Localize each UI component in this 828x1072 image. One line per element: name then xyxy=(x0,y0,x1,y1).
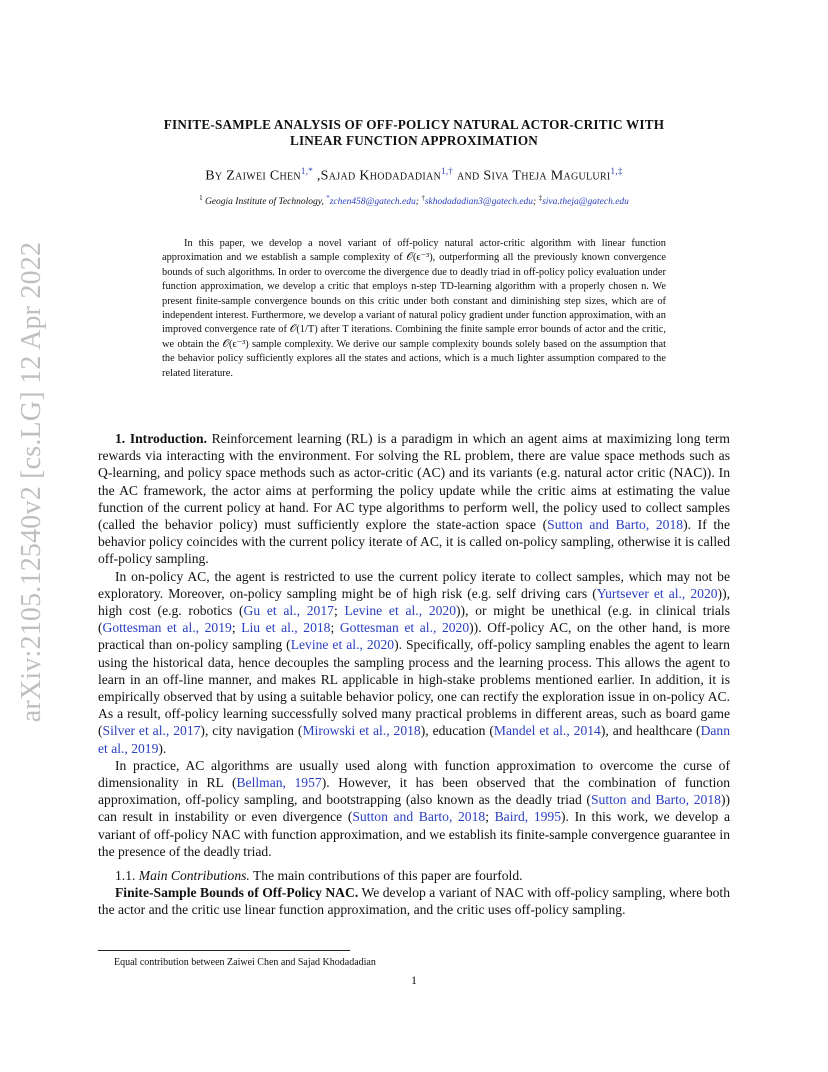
citation-separator: ; xyxy=(231,620,242,636)
citation-link[interactable]: Sutton and Barto, 2018 xyxy=(352,809,486,825)
paragraph-text: ), and healthcare ( xyxy=(600,723,701,739)
intro-paragraph-1 xyxy=(98,430,730,568)
email-link-1[interactable]: zchen458@gatech.edu xyxy=(329,197,416,208)
arxiv-identifier: arXiv:2105.12540v2 [cs.LG] 12 Apr 2022 xyxy=(16,241,47,723)
citation-link[interactable]: Levine et al., 2020 xyxy=(290,637,395,653)
contribution-paragraph xyxy=(98,884,730,918)
section-heading-introduction: 1. Introduction. xyxy=(115,431,207,446)
affiliation-line xyxy=(100,194,728,207)
author-1: Zaiwei Chen xyxy=(226,168,301,184)
paragraph-text: ). However, it has been observed that the combination of function approximation, off-policy sampling, and bootstrapping (also known as the deadly triad ( xyxy=(98,775,730,808)
paragraph-text: ). In this work, we develop a variant of off-policy NAC with function approximation, and we establish its finite-sample convergence guarantee in the presence of the deadly triad. xyxy=(98,809,730,859)
paragraph-text: In on-policy AC, the agent is restricted to use the current policy iterate to collect samples, which may not be exploratory. Moreover, on-policy sampling might be of high risk (e.g. self driving cars ( xyxy=(98,568,730,601)
email-separator-2: ; xyxy=(533,197,539,208)
paragraph-text: )) can result in instability or even divergence ( xyxy=(98,792,730,825)
email-2-mark: † xyxy=(421,194,425,202)
author-list xyxy=(100,166,728,185)
citation-link[interactable]: Sutton and Barto, 2018 xyxy=(547,517,684,533)
author-3-mark[interactable]: 1,‡ xyxy=(610,166,623,176)
paragraph-text: Reinforcement learning (RL) is a paradigm in which an agent aims at maximizing long term rewards via interacting with the environment. For solving the RL problem, there are value space methods such as Q-learning, and policy space methods such as actor-critic (AC) and its variants (e.g. natural actor critic (NAC)). In the AC framework, the actor aims at performing the policy update while the critic aims at estimating the value function of the current policy at hand. For AC type algorithms to perform well, the policy used to collect samples (called the behavior policy) must sufficiently explore the state-action space ( xyxy=(98,431,730,533)
author-1-mark[interactable]: 1,* xyxy=(300,166,314,176)
contribution-heading: Finite-Sample Bounds of Off-Policy NAC. xyxy=(115,885,359,901)
contribution-text: We develop a variant of NAC with off-policy sampling, where both the actor and the critic use linear function approximation, and the critic uses off-policy sampling. xyxy=(98,885,730,918)
citation-link[interactable]: Gottesman et al., 2020 xyxy=(339,620,470,636)
email-3-mark: ‡ xyxy=(538,194,543,202)
arxiv-sidebar-stamp xyxy=(14,241,50,723)
paper-title xyxy=(100,117,728,149)
email-1-mark: * xyxy=(326,194,330,202)
paragraph-text: )), high cost (e.g. robotics ( xyxy=(98,585,730,619)
footnote: Equal contribution between Zaiwei Chen and Sajad Khodadadian xyxy=(114,957,376,968)
paragraph-text: ). If the behavior policy coincides with the current policy iterate of AC, it is called on-policy sampling, otherwise it is called off-policy sampling. xyxy=(98,517,730,567)
abstract-text: In this paper, we develop a novel variant of off-policy natural actor-critic algorithm with linear function approximation and we establish a sample complexity of 𝒪(ϵ⁻³), outperforming all the previously known convergence bounds of such algorithms. In order to overcome the divergence due to deadly triad in off-policy policy evaluation under function approximation, we develop a critic that employs n-step TD-learning algorithm with a properly chosen n. We present finite-sample convergence bounds on this critic under both constant and diminishing step sizes, which are of independent interest. Furthermore, we develop a variant of natural policy gradient under function approximation, with an improved convergence rate of 𝒪(1/T) after T iterations. Combining the finite sample error bounds of actor and the critic, we obtain the 𝒪(ϵ⁻³) sample complexity. We derive our sample complexity bounds solely based on the assumption that the behavior policy sufficiently explores all the states and actions, which is a much lighter assumption compared to the related literature. xyxy=(162,238,666,379)
intro-paragraph-2 xyxy=(98,568,730,757)
author-3: Siva Theja Maguluri xyxy=(483,168,611,184)
citation-link[interactable]: Sutton and Barto, 2018 xyxy=(590,792,721,808)
email-link-3[interactable]: siva.theja@gatech.edu xyxy=(542,197,629,208)
paragraph-text: )), or might be unethical (e.g. in clinical trials ( xyxy=(98,603,730,636)
citation-link[interactable]: Yurtsever et al., 2020 xyxy=(596,585,718,601)
citation-link[interactable]: Gu et al., 2017 xyxy=(243,603,334,619)
citation-link[interactable]: Bellman, 1957 xyxy=(236,775,322,791)
subsection-number: 1.1. xyxy=(115,868,136,884)
title-line-2: LINEAR FUNCTION APPROXIMATION xyxy=(289,133,539,148)
paragraph-text: ). Specifically, off-policy sampling enables the agent to learn using the historical data, hence decouples the sampling process and the learning process. This allows the agent to learn in an off-line manner, and makes RL applicable in high-stake problems mentioned earlier. In addition, it is empirically observed that by using a suitable behavior policy, one can rectify the exploration issue in on-policy AC. As a result, off-policy learning successfully solved many practical problems in different areas, such as board game ( xyxy=(98,637,730,739)
citation-link[interactable]: Levine et al., 2020 xyxy=(344,603,457,619)
email-link-2[interactable]: skhodadadian3@gatech.edu xyxy=(424,197,534,208)
citation-link[interactable]: Baird, 1995 xyxy=(494,809,562,825)
citation-link[interactable]: Mandel et al., 2014 xyxy=(493,723,601,739)
citation-separator: ; xyxy=(485,809,495,825)
title-line-1: FINITE-SAMPLE ANALYSIS OF OFF-POLICY NATURAL ACTOR-CRITIC WITH xyxy=(163,117,665,132)
intro-paragraph-3 xyxy=(98,757,730,860)
affiliation-institution: Geogia Institute of Technology, xyxy=(202,197,327,208)
main-body xyxy=(98,430,730,919)
subsection-title: Main Contributions. xyxy=(138,868,250,884)
citation-link[interactable]: Liu et al., 2018 xyxy=(241,620,331,636)
footnote-rule xyxy=(98,950,350,951)
subsection-heading xyxy=(98,867,730,884)
citation-separator: ; xyxy=(330,620,340,636)
author-and: and xyxy=(453,168,484,184)
affiliation-number: 1 xyxy=(199,194,203,202)
citation-link[interactable]: Dann et al., 2019 xyxy=(98,723,731,756)
paragraph-text: )). Off-policy AC, on the other hand, is more practical than on-policy sampling ( xyxy=(98,620,730,653)
abstract xyxy=(162,237,666,381)
paragraph-text: ), city navigation ( xyxy=(200,723,303,739)
paragraph-text: In practice, AC algorithms are usually used along with function approximation to overcome the curse of dimensionality in RL ( xyxy=(98,757,730,791)
author-prefix: By xyxy=(205,168,227,184)
citation-link[interactable]: Mirowski et al., 2018 xyxy=(302,723,421,739)
paragraph-text: ). xyxy=(158,740,167,756)
page-number: 1 xyxy=(411,973,417,987)
citation-link[interactable]: Gottesman et al., 2019 xyxy=(102,620,232,636)
citation-link[interactable]: Silver et al., 2017 xyxy=(102,723,201,739)
citation-separator: ; xyxy=(333,603,345,619)
paragraph-text: ), education ( xyxy=(420,723,494,739)
email-separator-1: ; xyxy=(415,197,422,208)
author-2: ,Sajad Khodadadian xyxy=(313,168,442,184)
subsection-text: The main contributions of this paper are fourfold. xyxy=(249,868,523,884)
author-2-mark[interactable]: 1,† xyxy=(441,166,454,176)
